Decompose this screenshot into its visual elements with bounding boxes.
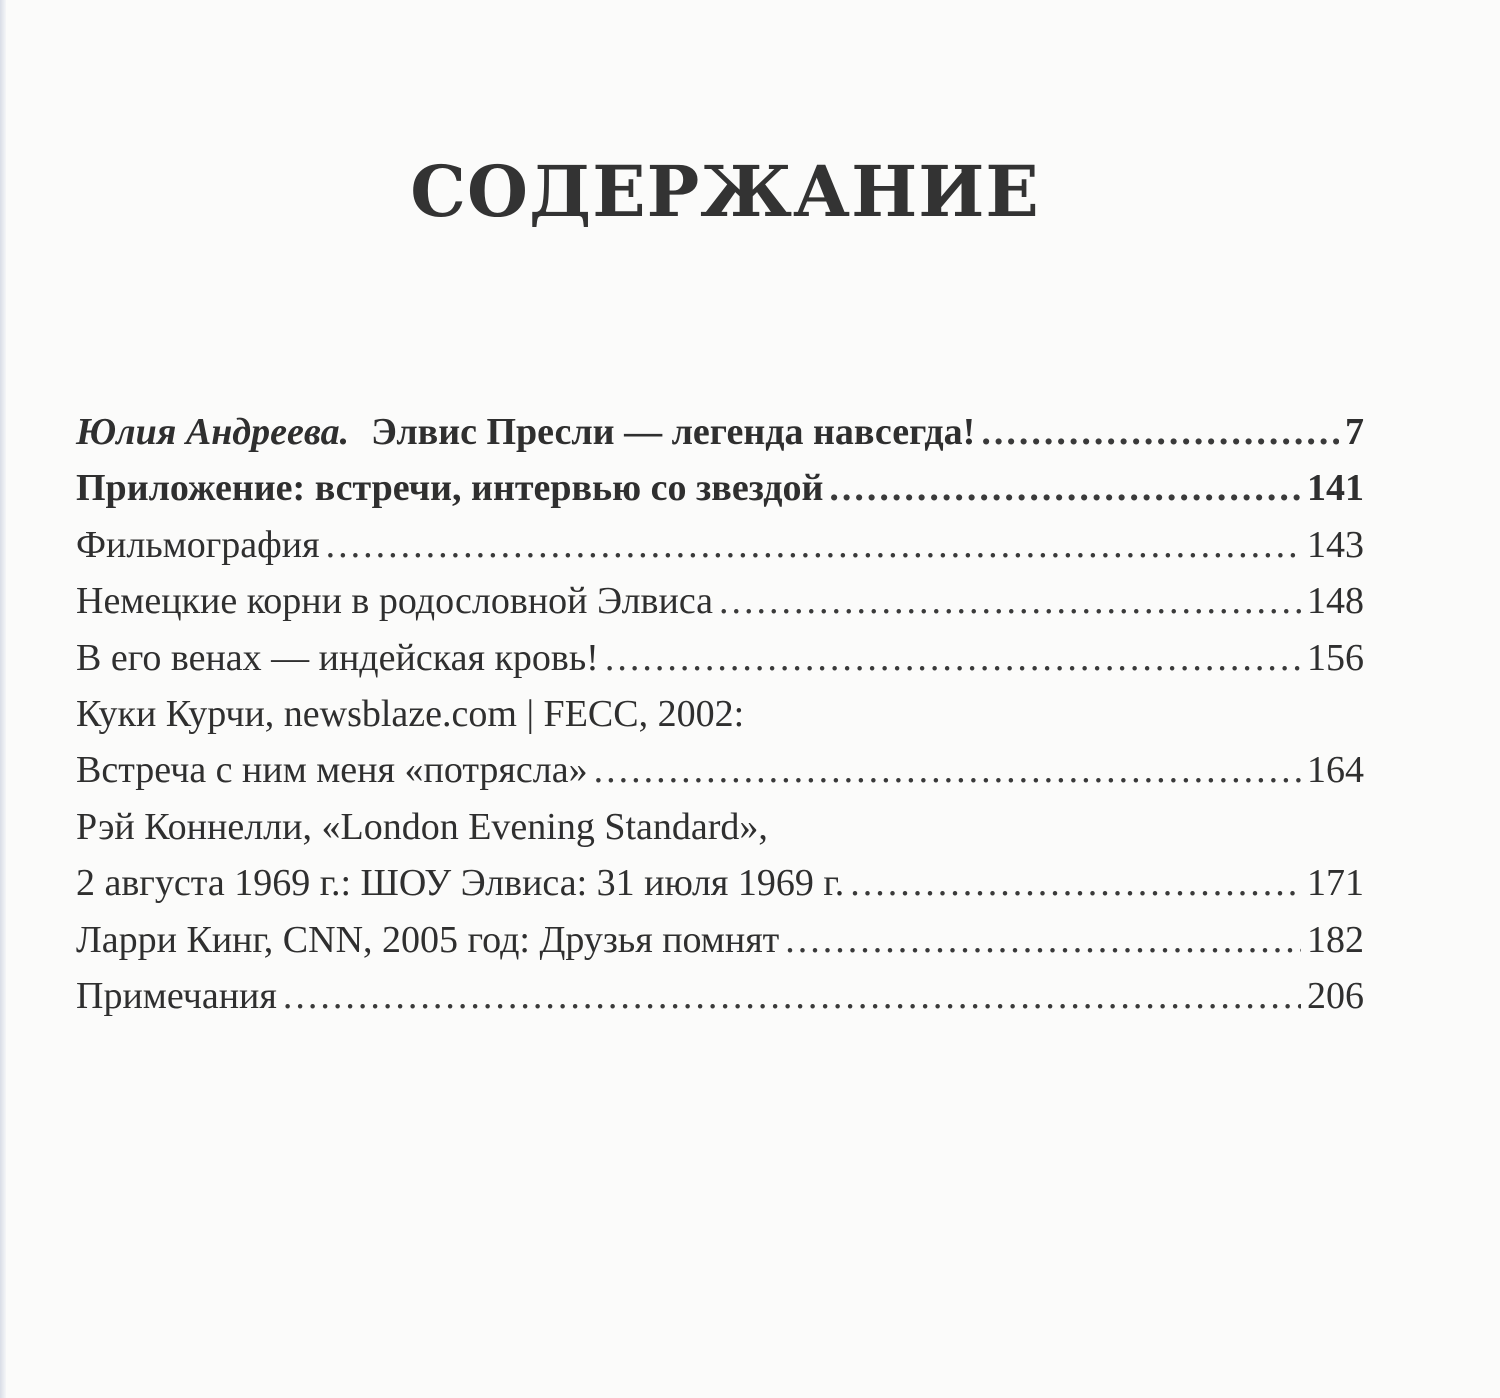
toc-entry-page: 7 xyxy=(1345,411,1364,453)
toc-entry-title-line-1: Рэй Коннелли, «London Evening Standard», xyxy=(76,805,768,848)
dot-leader xyxy=(605,630,1301,686)
dot-leader xyxy=(719,573,1301,629)
page-title: СОДЕРЖАНИЕ xyxy=(410,150,1040,233)
dot-leader xyxy=(326,517,1301,573)
toc-entry-6-line-1 xyxy=(76,686,1364,742)
toc-entry-page: 206 xyxy=(1307,974,1364,1017)
toc-entry-title: Ларри Кинг, CNN, 2005 год: Друзья помнят xyxy=(76,918,780,961)
toc-entry-title: Встреча с ним меня «потрясла» xyxy=(76,749,588,792)
toc-entry-page: 171 xyxy=(1307,862,1364,905)
toc-entry-page: 143 xyxy=(1307,523,1364,566)
dot-leader xyxy=(829,460,1301,516)
toc-entry-title: Элвис Пресли — легенда навсегда! xyxy=(371,411,976,453)
dot-leader xyxy=(981,404,1339,460)
toc-entry-9 xyxy=(76,968,1364,1024)
toc-entry-title: Немецкие корни в родословной Элвиса xyxy=(76,580,714,623)
toc-entry-page: 164 xyxy=(1307,749,1364,792)
toc-entry-6 xyxy=(76,742,1364,798)
toc-entry-1 xyxy=(76,404,1364,460)
toc-entry-title: Фильмография xyxy=(76,523,320,566)
toc-entry-2 xyxy=(76,460,1364,516)
toc-entry-page: 156 xyxy=(1307,636,1364,679)
toc-entry-page: 148 xyxy=(1307,580,1364,623)
dot-leader xyxy=(850,855,1301,911)
dot-leader xyxy=(594,742,1301,798)
toc-entry-page: 141 xyxy=(1307,467,1364,510)
table-of-contents xyxy=(76,404,1364,1024)
toc-entry-8 xyxy=(76,912,1364,968)
toc-entry-title: В его венах — индейская кровь! xyxy=(76,636,599,679)
toc-entry-title: Примечания xyxy=(76,974,277,1017)
toc-entry-3 xyxy=(76,517,1364,573)
toc-entry-author: Юлия Андреева. xyxy=(76,411,350,453)
toc-entry-title: 2 августа 1969 г.: ШОУ Элвиса: 31 июля 1969 г. xyxy=(76,862,845,905)
dot-leader xyxy=(785,912,1301,968)
dot-leader xyxy=(283,968,1301,1024)
toc-entry-5 xyxy=(76,630,1364,686)
toc-entry-title: Приложение: встречи, интервью со звездой xyxy=(76,467,824,510)
toc-entry-page: 182 xyxy=(1307,918,1364,961)
toc-entry-7-line-1 xyxy=(76,799,1364,855)
toc-entry-7 xyxy=(76,855,1364,911)
toc-entry-4 xyxy=(76,573,1364,629)
toc-entry-title-line-1: Куки Курчи, newsblaze.com | FECC, 2002: xyxy=(76,692,745,735)
